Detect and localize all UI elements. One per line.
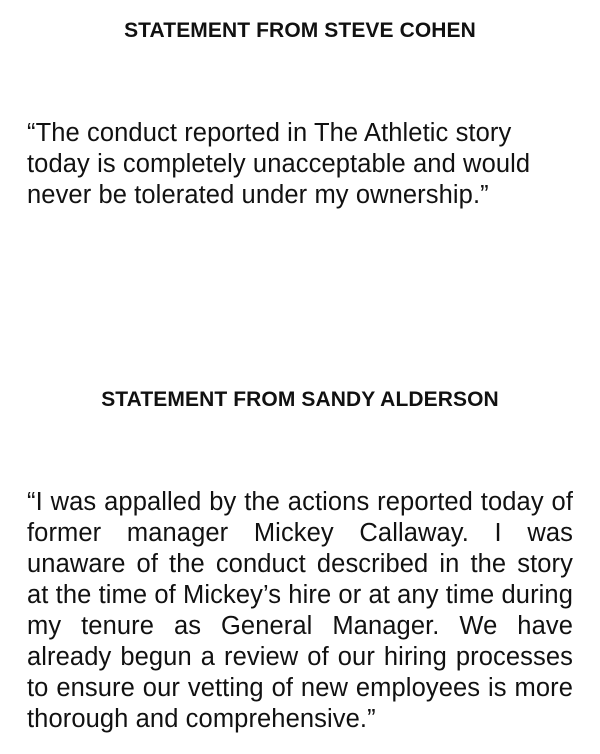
statement-heading-steve-cohen: STATEMENT FROM STEVE COHEN	[124, 19, 476, 42]
statement-quote-steve-cohen: “The conduct reported in The Athletic story today is completely unacceptable and would never be tolerated under my ownership.”	[27, 119, 531, 209]
statement-heading-sandy-alderson: STATEMENT FROM SANDY ALDERSON	[101, 388, 499, 411]
statement-quote-sandy-alderson: “I was appalled by the actions reported today of former manager Mickey Callaway. I was unaware of the conduct described in the story at the time of Mickey’s hire or at any time during my tenure as General Manager. We have already begun a review of our hiring processes to ensure our vetting of new employees is more thorough and comprehensive.”	[27, 488, 573, 733]
